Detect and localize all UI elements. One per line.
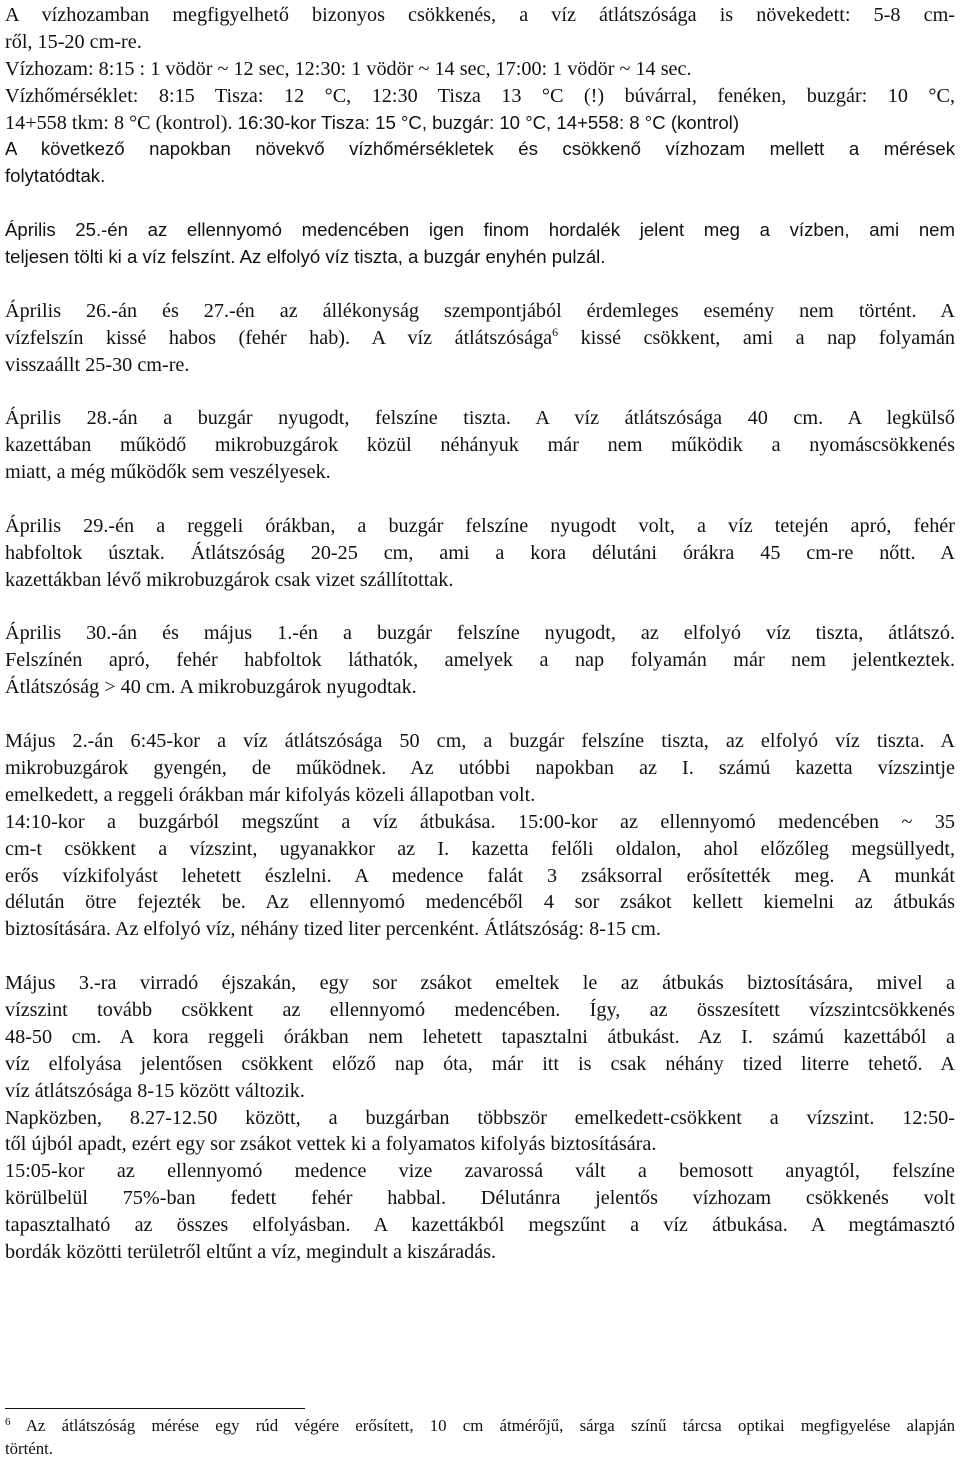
text-line: Április 28.-án a buzgár nyugodt, felszíne tiszta. A víz átlátszósága 40 cm. A legkülső bbox=[5, 407, 955, 430]
text-line: Vízhőmérséklet: 8:15 Tisza: 12 °C, 12:30 Tisza 13 °C (!) búvárral, fenéken, buzgár: 10 °C, bbox=[5, 84, 955, 107]
text-line: Átlátszóság > 40 cm. A mikrobuzgárok nyugodtak. bbox=[5, 676, 417, 699]
footnote-line: történt. bbox=[5, 1439, 54, 1458]
text-line bbox=[5, 110, 955, 137]
text-line: habfoltok úsztak. Átlátszóság 20-25 cm, ami a kora délutáni órákra 45 cm-re nőtt. A bbox=[5, 541, 955, 564]
text-line: től újból apadt, ezért egy sor zsákot vettek ki a folyamatos kifolyás biztosítására. bbox=[5, 1133, 657, 1156]
paragraph-may-2 bbox=[5, 728, 955, 943]
text-segment: 16:30-kor Tisza: 15 °C, buzgár: 10 °C, 14+558: 8 °C (kontrol) bbox=[232, 111, 740, 133]
paragraph-may-3 bbox=[5, 970, 955, 1266]
text-line: Április 30.-án és május 1.-én a buzgár felszíne nyugodt, az elfolyó víz tiszta, átlátszó. bbox=[5, 622, 955, 645]
text-line: Április 25.-én az ellennyomó medencében igen finom hordalék jelent meg a vízben, ami nem bbox=[5, 219, 955, 241]
text-line: A vízhozamban megfigyelhető bizonyos csökkenés, a víz átlátszósága is növekedett: 5-8 cm- bbox=[5, 4, 955, 26]
text-line: 48-50 cm. A kora reggeli órákban nem lehetett tapasztalni átbukást. Az I. számú kazettából a bbox=[5, 1025, 955, 1048]
footnote-divider bbox=[5, 1408, 305, 1409]
text-line: Április 29.-én a reggeli órákban, a buzgár felszíne nyugodt volt, a víz tetején apró, fehér bbox=[5, 514, 955, 537]
paragraph-april-25 bbox=[5, 217, 955, 271]
text-segment: 14+558 tkm: 8 °C (kontrol). bbox=[5, 111, 233, 134]
paragraph-april-30 bbox=[5, 620, 955, 701]
text-line: tapasztalható az összes elfolyásban. A kazettákból megszűnt a víz átbukása. A megtámasztó bbox=[5, 1214, 955, 1237]
text-line: folytatódtak. bbox=[5, 165, 106, 187]
text-segment: kissé csökkent, ami a nap folyamán bbox=[558, 326, 956, 349]
text-line: miatt, a még működők sem veszélyesek. bbox=[5, 461, 331, 484]
text-line: Május 3.-ra virradó éjszakán, egy sor zsákot emeltek le az átbukás biztosítására, mivel a bbox=[5, 972, 955, 995]
text-line: ről, 15-20 cm-re. bbox=[5, 30, 142, 53]
footnote bbox=[5, 1414, 955, 1460]
text-line: víz elfolyása jelentősen csökkent előző nap óta, már itt is csak néhány tized literre tehető. A bbox=[5, 1052, 955, 1075]
text-line: biztosítására. Az elfolyó víz, néhány tized liter percenként. Átlátszóság: 8-15 cm. bbox=[5, 918, 661, 941]
text-line: Felszínén apró, fehér habfoltok láthatók, amelyek a nap folyamán már nem jelentkeztek. bbox=[5, 649, 955, 672]
paragraph-april-29 bbox=[5, 513, 955, 594]
text-line: erős vízkifolyást lehetett észlelni. A medence falát 3 zsáksorral erősítették meg. A munkát bbox=[5, 864, 955, 887]
text-line: Vízhozam: 8:15 : 1 vödör ~ 12 sec, 12:30: 1 vödör ~ 14 sec, 17:00: 1 vödör ~ 14 sec. bbox=[5, 57, 692, 80]
text-line: víz átlátszósága 8-15 között változik. bbox=[5, 1079, 305, 1102]
text-line: mikrobuzgárok gyengén, de működnek. Az utóbbi napokban az I. számú kazetta vízszintje bbox=[5, 756, 955, 779]
footnote-reference[interactable]: 6 bbox=[552, 324, 559, 339]
paragraph-april-26 bbox=[5, 298, 955, 379]
text-line: kazettákban lévő mikrobuzgárok csak vizet szállítottak. bbox=[5, 568, 454, 591]
text-line: délután ötre fejezték be. Az ellennyomó medencéből 4 sor zsákot kellett kiemelni az átbukás bbox=[5, 891, 955, 914]
text-line bbox=[5, 325, 955, 352]
footnote-number: 6 bbox=[5, 1416, 11, 1428]
text-segment: vízfelszín kissé habos (fehér hab). A víz átlátszósága bbox=[5, 326, 553, 349]
text-line: Május 2.-án 6:45-kor a víz átlátszósága 50 cm, a buzgár felszíne tiszta, az elfolyó víz tiszta. A bbox=[5, 730, 955, 753]
paragraph-intro bbox=[5, 2, 955, 190]
paragraph-april-28 bbox=[5, 405, 955, 486]
text-line: körülbelül 75%-ban fedett fehér habbal. Délutánra jelentős vízhozam csökkenés volt bbox=[5, 1187, 955, 1210]
text-line: cm-t csökkent a vízszint, ugyanakkor az I. kazetta felőli oldalon, ahol előzőleg megsüllyedt, bbox=[5, 837, 955, 860]
text-line: Április 26.-án és 27.-én az állékonyság szempontjából érdemleges esemény nem történt. A bbox=[5, 299, 955, 322]
text-line: 14:10-kor a buzgárból megszűnt a víz átbukása. 15:00-kor az ellennyomó medencében ~ 35 bbox=[5, 810, 955, 833]
document-body bbox=[5, 2, 955, 1266]
text-line: bordák közötti területről eltűnt a víz, megindult a kiszáradás. bbox=[5, 1240, 497, 1263]
text-line: teljesen tölti ki a víz felszínt. Az elfolyó víz tiszta, a buzgár enyhén pulzál. bbox=[5, 246, 606, 268]
footnote-text: Az átlátszóság mérése egy rúd végére erősített, 10 cm átmérőjű, sárga színű tárcsa optikai megfigyelése alapján bbox=[10, 1416, 955, 1435]
text-line: emelkedett, a reggeli órákban már kifolyás közeli állapotban volt. bbox=[5, 783, 536, 806]
text-line: A következő napokban növekvő vízhőmérsékletek és csökkenő vízhozam mellett a mérések bbox=[5, 138, 955, 160]
text-line: visszaállt 25-30 cm-re. bbox=[5, 353, 190, 376]
text-line: Napközben, 8.27-12.50 között, a buzgárban többször emelkedett-csökkent a vízszint. 12:50- bbox=[5, 1106, 955, 1129]
text-line: 15:05-kor az ellennyomó medence vize zavarossá vált a bemosott anyagtól, felszíne bbox=[5, 1160, 955, 1183]
text-line: vízszint tovább csökkent az ellennyomó medencében. Így, az összesített vízszintcsökkenés bbox=[5, 998, 955, 1021]
footnote-line bbox=[5, 1414, 955, 1437]
text-line: kazettában működő mikrobuzgárok közül néhányuk már nem működik a nyomáscsökkenés bbox=[5, 434, 955, 457]
